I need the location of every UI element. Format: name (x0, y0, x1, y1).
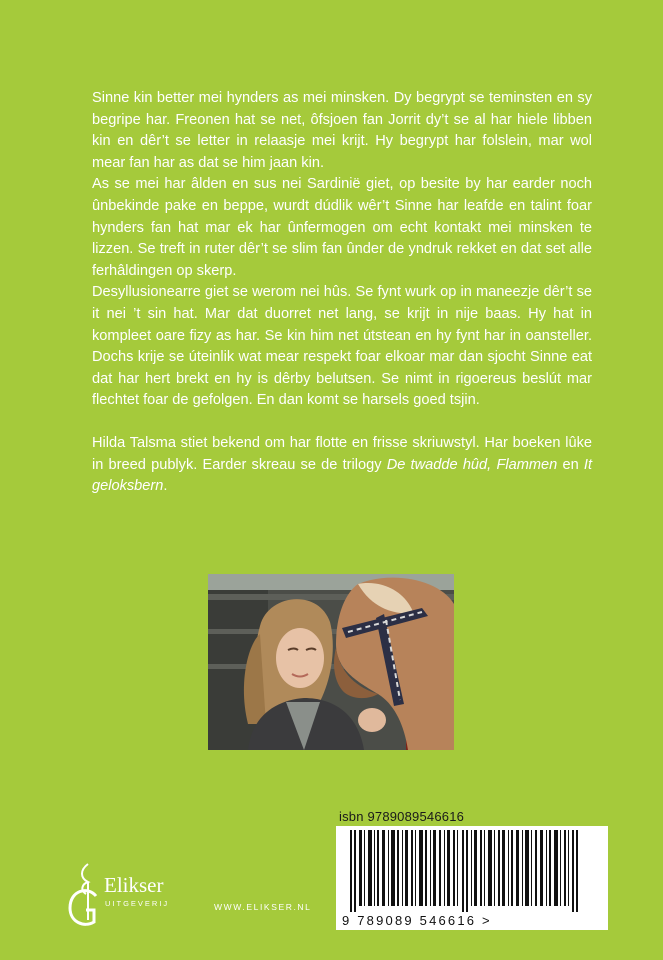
title-separator: en (557, 456, 584, 473)
isbn-label: isbn 9789089546616 (339, 809, 465, 824)
blurb-paragraph: Desyllusionearre giet se werom nei hûs. Se fynt wurk op in maneezje dêr’t se it nei ’t sin hat. Mar dat duorret net lang, se krijt in nije baas. Hy hat in kompleet oare fizy as har. Se kin him net útstean en hy fynt har in oansteller. Dochs krije se úteinlik wat mear respekt foar elkoar mar dan sjocht Sinne eat dat har hert brekt en hy is dêrby belutsen. Se nimt in rigoereus beslút mar flechtet foar de gefolgen. En dan komt se harsels goed tsjin. (92, 284, 592, 409)
blurb-paragraph: Sinne kin better mei hynders as mei minsken. Dy begrypt se teminsten en sy begripe har. Freonen hat se net, ôfsjoen fan Jorrit dy’t se al har hiele libben kin en dêr’t se letter in relaasje mei krijt. Hy begrypt har folslein, mar wol mear fan har as dat se him jaan kin. (92, 90, 592, 171)
publisher-subtitle: UITGEVERIJ (105, 899, 170, 908)
barcode-digits: 9 789089 546616 > (342, 913, 492, 928)
book-title: Flammen (496, 456, 558, 473)
author-bio-text: Hilda Talsma stiet bekend om har flotte en frisse skriuwstyl. Har boeken lûke in breed publyk. Earder skreau se de trilogy (92, 434, 592, 473)
publisher-name: Elikser (104, 873, 164, 897)
author-with-horse-image (208, 574, 454, 750)
book-title: It geloksbern (92, 456, 593, 495)
author-photo (208, 574, 454, 750)
author-bio (92, 433, 592, 498)
title-separator: , (487, 456, 497, 473)
blurb-paragraph: As se mei har âlden en sus nei Sardinië giet, op besite by har earder noch ûnbekinde pake en beppe, wurdt dúdlik wêr’t Sinne har leafde en talint foar hynders fan hat mar ek har ûnfermogen om echt kontakt mei minsken te lizzen. Se treft in ruter dêr’t se slim fan ûnder de yndruk rekket en dat set alle ferhâldingen op skerp. (92, 176, 592, 279)
book-title: De twadde hûd (386, 456, 488, 473)
bio-end: . (163, 478, 168, 495)
elikser-logo-icon (66, 860, 106, 930)
blurb-text (92, 88, 592, 498)
publisher-website: WWW.ELIKSER.NL (214, 902, 312, 912)
barcode-bars (336, 826, 608, 912)
